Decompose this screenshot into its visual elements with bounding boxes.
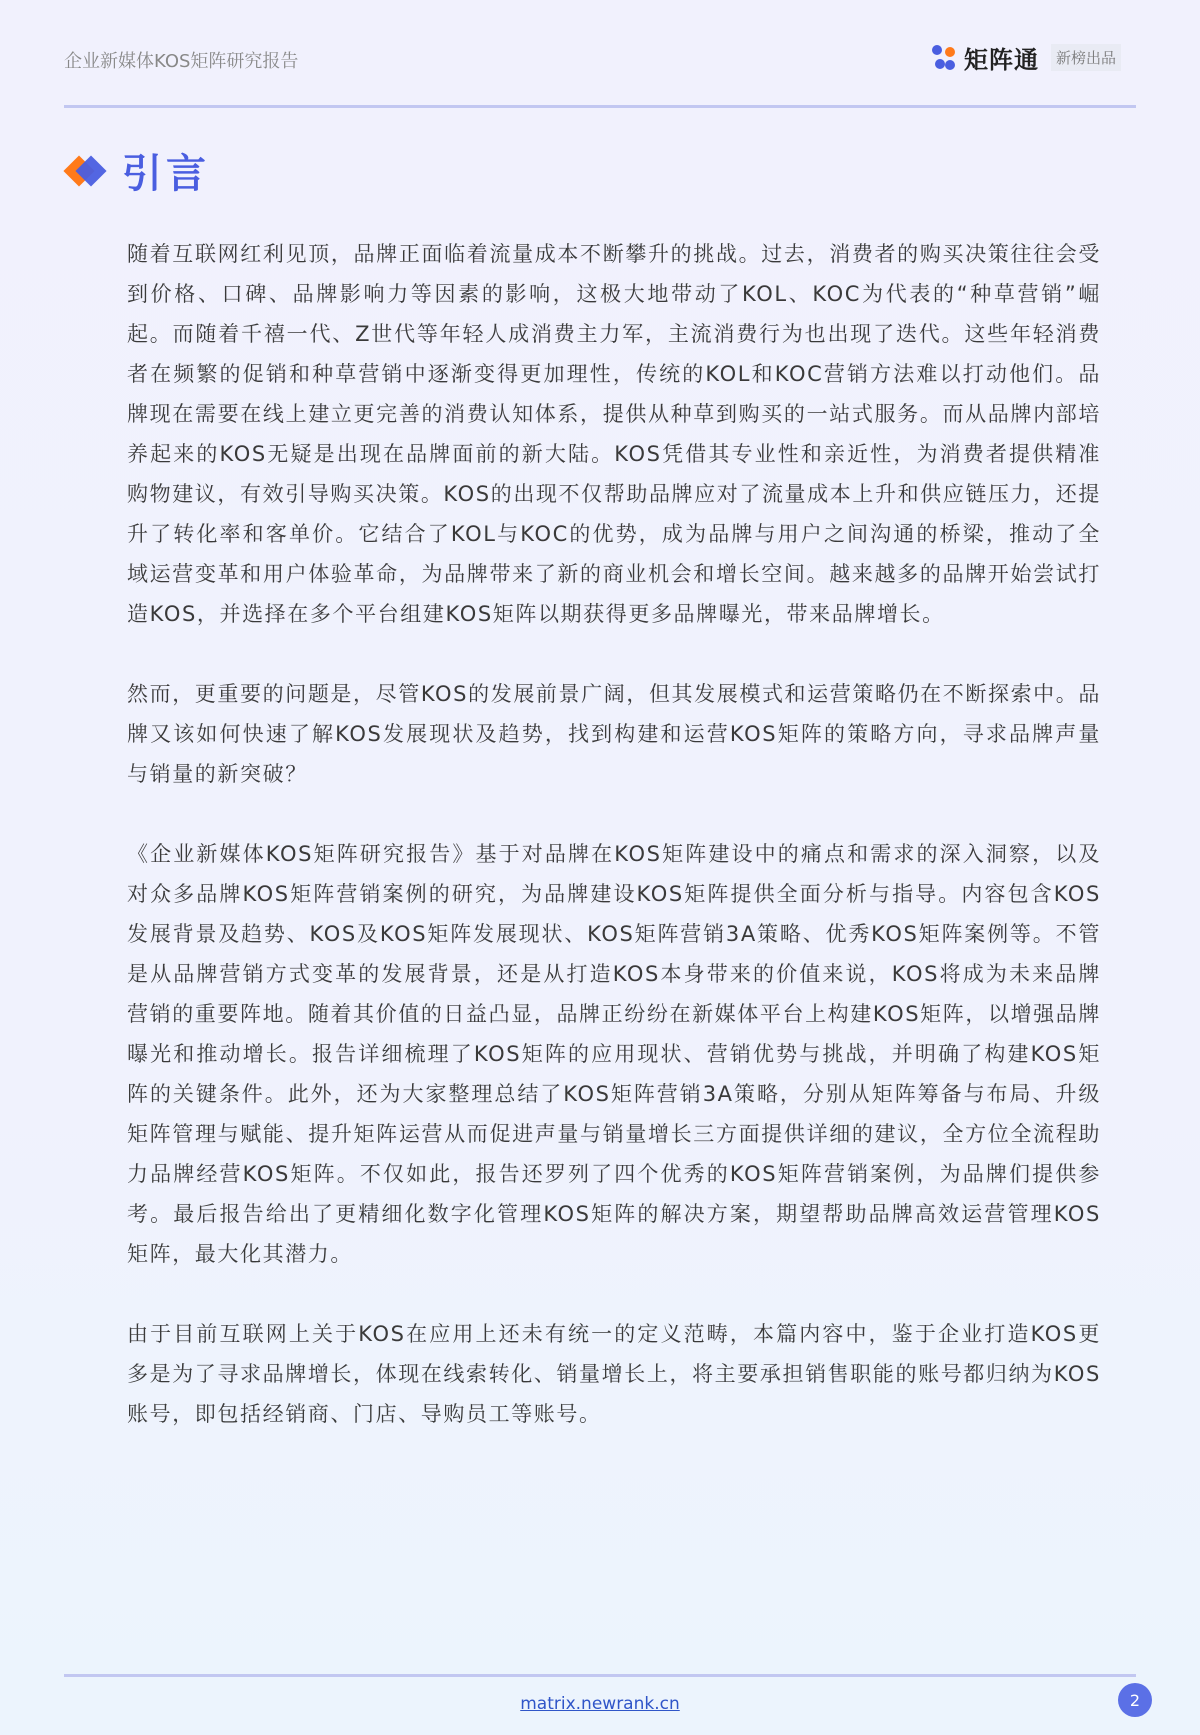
brand-logo	[932, 40, 1121, 75]
section-title: 引言	[122, 151, 210, 197]
section-heading	[64, 142, 210, 199]
paragraph: 然而，更重要的问题是，尽管KOS的发展前景广阔，但其发展模式和运营策略仍在不断探索中。品牌又该如何快速了解KOS发展现状及趋势，找到构建和运营KOS矩阵的策略方向，寻求品牌声量与销量的新突破？	[127, 682, 1101, 786]
body-text	[127, 234, 1101, 1474]
brand-badge: 新榜出品	[1051, 44, 1121, 71]
report-title: 企业新媒体KOS矩阵研究报告	[64, 51, 299, 72]
paragraph: 由于目前互联网上关于KOS在应用上还未有统一的定义范畴，本篇内容中，鉴于企业打造KOS更多是为了寻求品牌增长，体现在线索转化、销量增长上，将主要承担销售职能的账号都归纳为KOS账号，即包括经销商、门店、导购员工等账号。	[127, 1322, 1101, 1426]
footer-link[interactable]: matrix.newrank.cn	[520, 1694, 680, 1714]
diamond-bullet-icon	[64, 154, 106, 188]
logo-mark-icon	[932, 45, 956, 71]
paragraph: 随着互联网红利见顶，品牌正面临着流量成本不断攀升的挑战。过去，消费者的购买决策往往会受到价格、口碑、品牌影响力等因素的影响，这极大地带动了KOL、KOC为代表的“种草营销”崛起。而随着千禧一代、Z世代等年轻人成消费主力军，主流消费行为也出现了迭代。这些年轻消费者在频繁的促销和种草营销中逐渐变得更加理性，传统的KOL和KOC营销方法难以打动他们。品牌现在需要在线上建立更完善的消费认知体系，提供从种草到购买的一站式服务。而从品牌内部培养起来的KOS无疑是出现在品牌面前的新大陆。KOS凭借其专业性和亲近性，为消费者提供精准购物建议，有效引导购买决策。KOS的出现不仅帮助品牌应对了流量成本上升和供应链压力，还提升了转化率和客单价。它结合了KOL与KOC的优势，成为品牌与用户之间沟通的桥梁，推动了全域运营变革和用户体验革命，为品牌带来了新的商业机会和增长空间。越来越多的品牌开始尝试打造KOS，并选择在多个平台组建KOS矩阵以期获得更多品牌曝光，带来品牌增长。	[127, 242, 1101, 626]
brand-name: 矩阵通	[964, 46, 1039, 74]
page-number-badge: 2	[1118, 1683, 1152, 1717]
footer-divider	[64, 1674, 1136, 1677]
paragraph: 《企业新媒体KOS矩阵研究报告》基于对品牌在KOS矩阵建设中的痛点和需求的深入洞察，以及对众多品牌KOS矩阵营销案例的研究，为品牌建设KOS矩阵提供全面分析与指导。内容包含KOS发展背景及趋势、KOS及KOS矩阵发展现状、KOS矩阵营销3A策略、优秀KOS矩阵案例等。不管是从品牌营销方式变革的发展背景，还是从打造KOS本身带来的价值来说，KOS将成为未来品牌营销的重要阵地。随着其价值的日益凸显，品牌正纷纷在新媒体平台上构建KOS矩阵，以增强品牌曝光和推动增长。报告详细梳理了KOS矩阵的应用现状、营销优势与挑战，并明确了构建KOS矩阵的关键条件。此外，还为大家整理总结了KOS矩阵营销3A策略，分别从矩阵筹备与布局、升级矩阵管理与赋能、提升矩阵运营从而促进声量与销量增长三方面提供详细的建议，全方位全流程助力品牌经营KOS矩阵。不仅如此，报告还罗列了四个优秀的KOS矩阵营销案例，为品牌们提供参考。最后报告给出了更精细化数字化管理KOS矩阵的解决方案，期望帮助品牌高效运营管理KOS矩阵，最大化其潜力。	[127, 842, 1101, 1266]
header-divider	[64, 105, 1136, 108]
